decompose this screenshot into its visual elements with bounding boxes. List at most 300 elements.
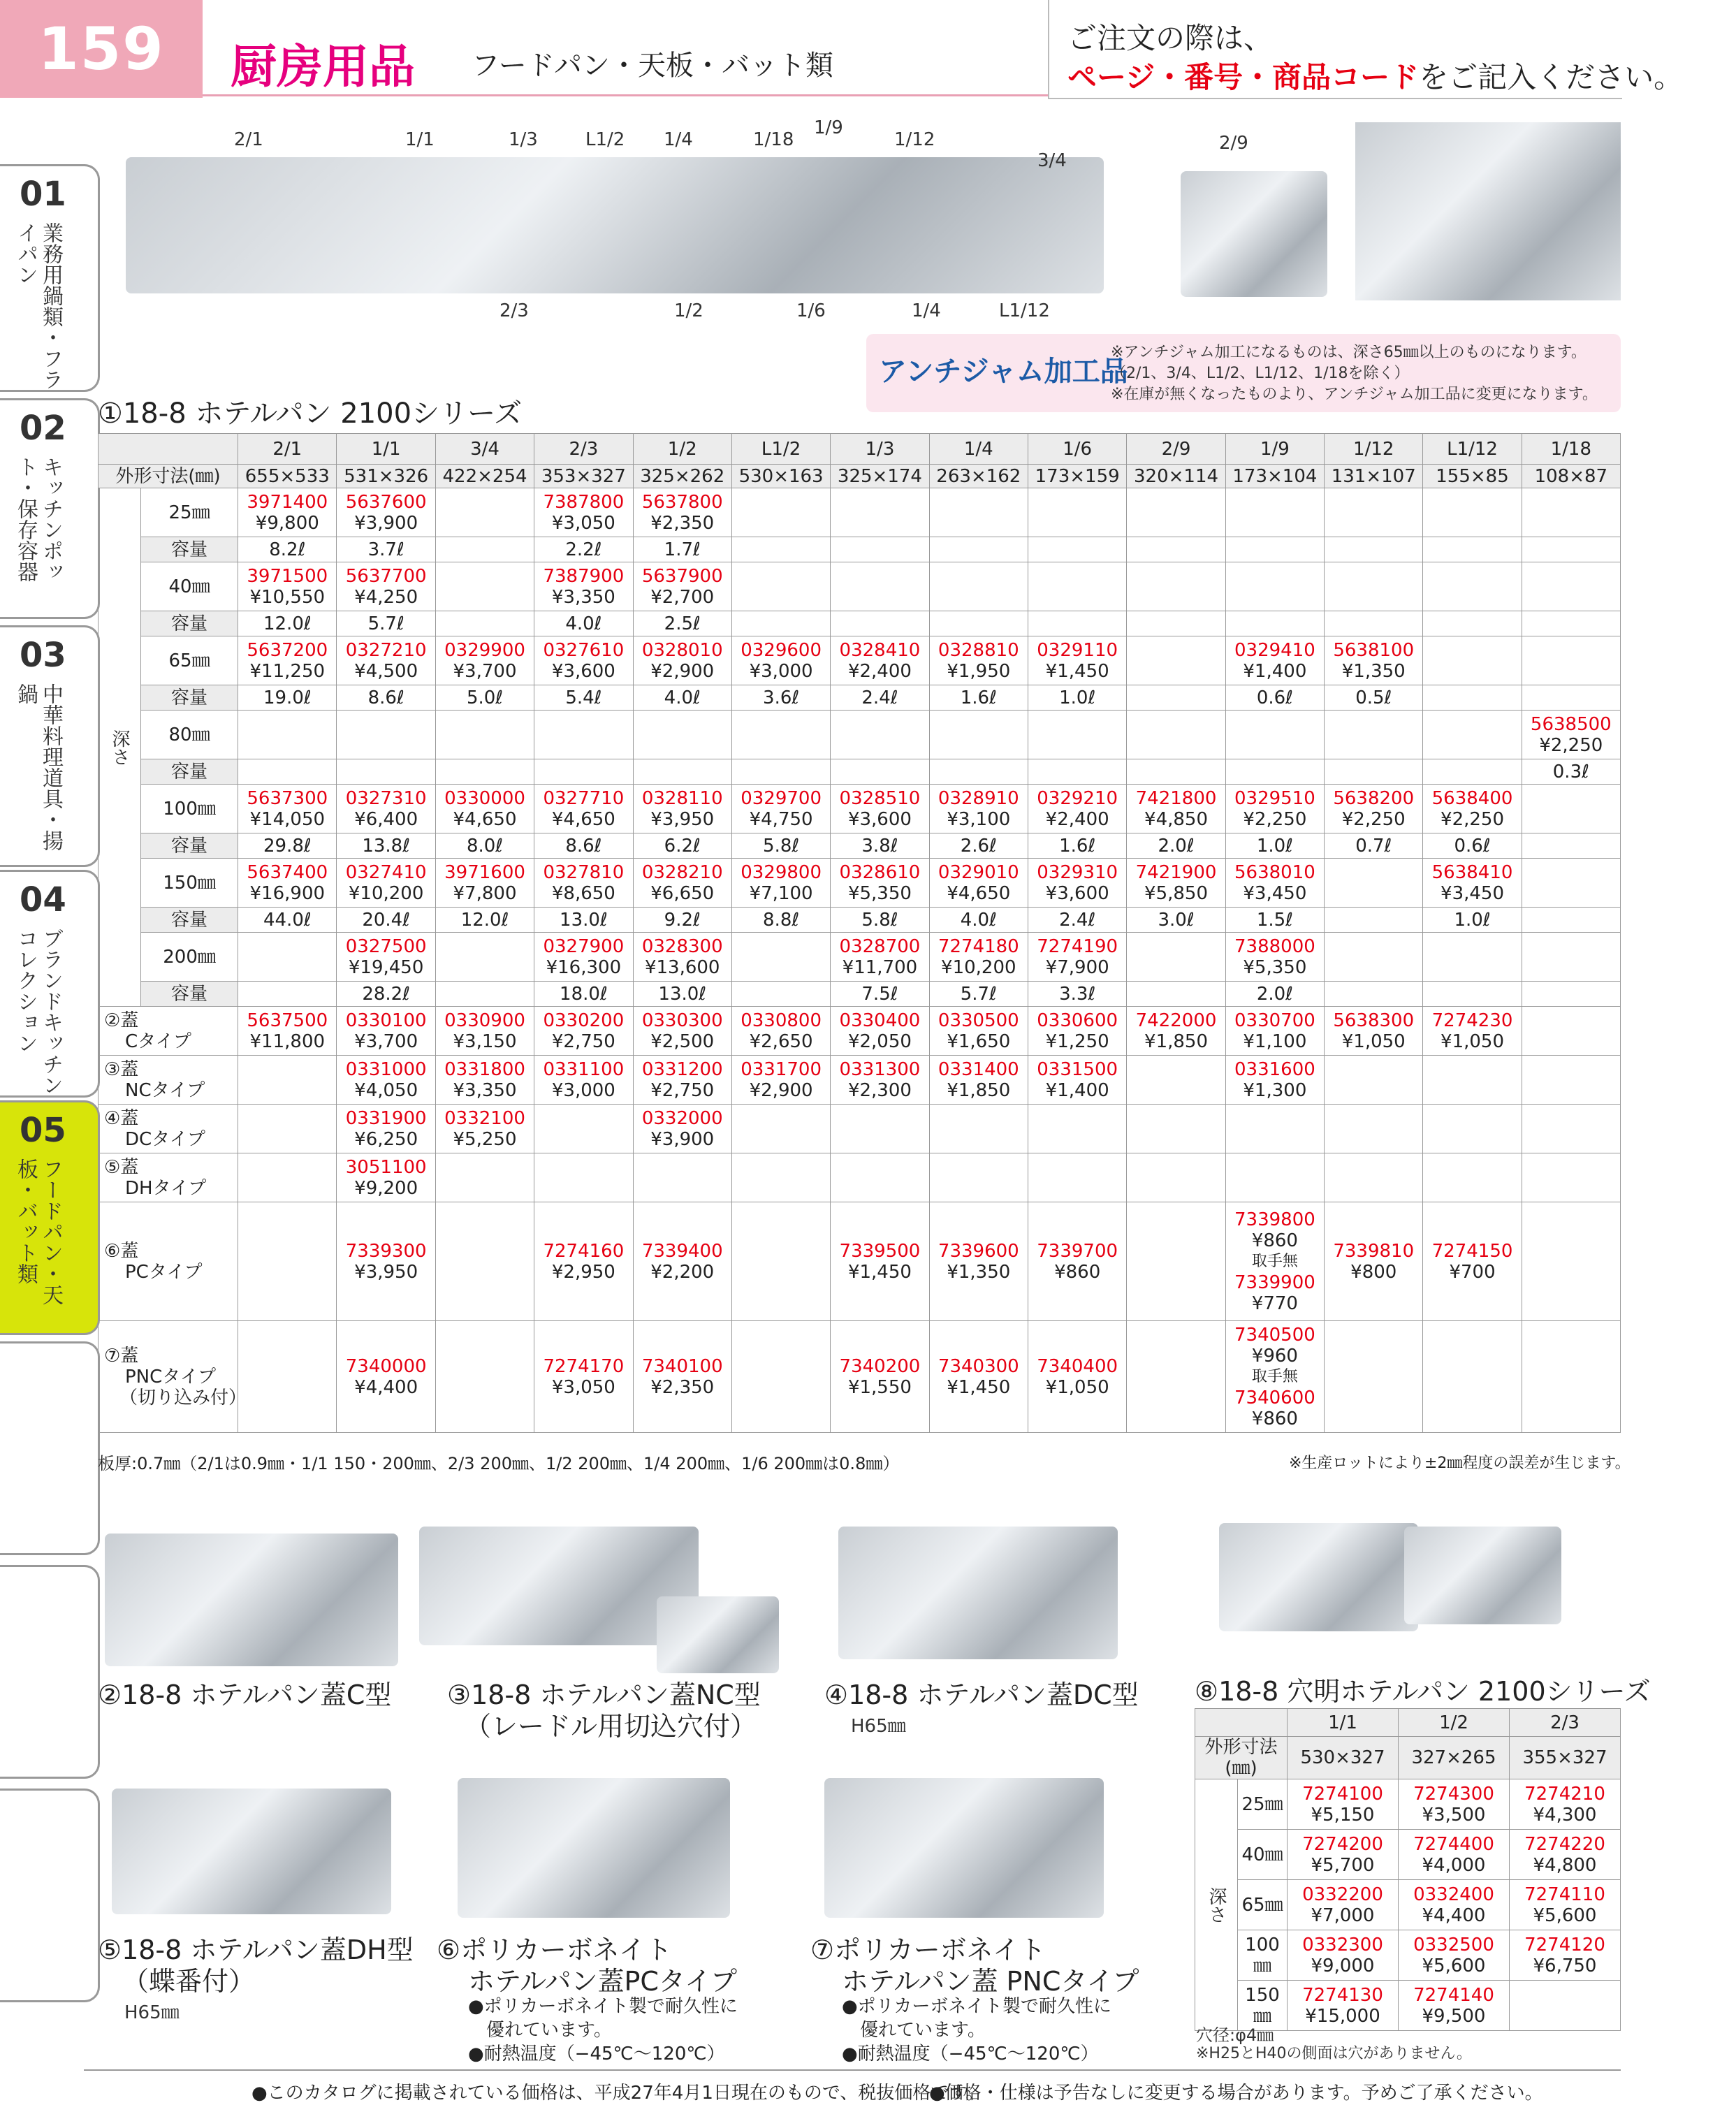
capacity-value — [731, 982, 830, 1007]
hero-label: 3/4 — [1037, 150, 1067, 171]
depth-value: 200㎜ — [141, 933, 238, 982]
price-cell — [1288, 1779, 1399, 1830]
product-code: 5638100 — [1333, 639, 1415, 661]
hero-label: 1/4 — [912, 300, 941, 321]
price: ¥1,100 — [1243, 1030, 1307, 1052]
product-code: 7421800 — [1135, 787, 1217, 809]
capacity-value — [1522, 685, 1620, 711]
price-cell — [1423, 1153, 1522, 1202]
product-code: 0329700 — [741, 787, 822, 809]
depth-label: 深さ — [1195, 1779, 1238, 2031]
price-cell — [1522, 859, 1620, 908]
dims-value: 355×327 — [1510, 1737, 1621, 1779]
side-tab-label: 中華料理道具・揚鍋 — [13, 683, 63, 851]
price: ¥2,400 — [1045, 808, 1109, 830]
price-cell — [337, 933, 435, 982]
hero-label: 2/9 — [1219, 133, 1248, 154]
perforated-pan-photo-1 — [1219, 1523, 1418, 1631]
price-cell — [1127, 1321, 1225, 1433]
antijam-note: （2/1、3/4、L1/2、L1/12、1/18を除く） — [1111, 365, 1410, 382]
capacity-value — [731, 759, 830, 785]
price-cell — [1522, 1202, 1620, 1321]
order-note-line1: ご注文の際は、 — [1067, 21, 1274, 55]
price: ¥770 — [1251, 1292, 1298, 1314]
price: ¥9,500 — [1422, 2005, 1486, 2027]
lid-name-line: ⑦蓋 — [104, 1345, 139, 1367]
product-code: 7274100 — [1302, 1783, 1383, 1805]
price-cell — [929, 1105, 1028, 1153]
price-cell — [1127, 1007, 1225, 1056]
capacity-value: 0.6ℓ — [1423, 833, 1522, 859]
price-cell — [435, 859, 534, 908]
header-divider — [203, 94, 1048, 96]
price-cell — [929, 933, 1028, 982]
capacity-value — [435, 537, 534, 562]
product-code: 5638400 — [1431, 787, 1513, 809]
product-code: 7274300 — [1413, 1783, 1494, 1805]
lid-dc-photo — [838, 1527, 1118, 1659]
capacity-value: 0.6ℓ — [1225, 685, 1324, 711]
price-cell — [337, 1153, 435, 1202]
product-code: 7340500 — [1234, 1324, 1315, 1346]
capacity-value — [1325, 908, 1423, 933]
price: ¥13,600 — [644, 956, 720, 978]
price-cell — [238, 859, 337, 908]
capacity-value: 7.5ℓ — [831, 982, 929, 1007]
price-cell — [238, 1056, 337, 1105]
product-code: 5637700 — [345, 565, 427, 587]
price: ¥860 — [1251, 1408, 1298, 1429]
depth-value: 40㎜ — [1238, 1830, 1288, 1880]
product-code: 0331500 — [1037, 1058, 1118, 1080]
lid-type: Cタイプ — [125, 1030, 191, 1052]
price: ¥7,800 — [453, 882, 517, 904]
price-cell — [1522, 1153, 1620, 1202]
price: ¥5,150 — [1311, 1804, 1375, 1826]
lid-type: NCタイプ — [125, 1079, 205, 1101]
size-header: 1/6 — [1028, 434, 1126, 465]
hero-label: 1/1 — [405, 129, 435, 150]
price-cell — [337, 488, 435, 537]
price-cell — [1288, 1880, 1399, 1930]
price: ¥4,750 — [749, 808, 813, 830]
price-cell — [1225, 562, 1324, 611]
side-tab-empty-2[interactable] — [0, 1565, 100, 1779]
price: ¥2,750 — [650, 1079, 715, 1101]
product-code: 0328110 — [641, 787, 723, 809]
product-height: H65㎜ — [851, 1716, 906, 1737]
capacity-value: 18.0ℓ — [534, 982, 633, 1007]
capacity-value — [534, 759, 633, 785]
side-tab-02[interactable] — [0, 398, 100, 619]
price: ¥3,350 — [453, 1079, 517, 1101]
product-code: 7340100 — [641, 1355, 723, 1377]
dims-value: 325×262 — [633, 465, 731, 488]
dims-value: 108×87 — [1522, 465, 1620, 488]
price: ¥4,800 — [1533, 1854, 1597, 1876]
capacity-value: 1.0ℓ — [1225, 833, 1324, 859]
product-code: 0332200 — [1302, 1884, 1383, 1905]
price: ¥15,000 — [1305, 2005, 1380, 2027]
hero-label: L1/2 — [585, 129, 625, 150]
lid-c-photo — [105, 1534, 398, 1666]
price: ¥1,450 — [947, 1376, 1011, 1398]
pnc-lid-photo — [824, 1778, 1104, 1918]
size-header: 1/2 — [633, 434, 731, 465]
product-code: 0328300 — [641, 935, 723, 957]
capacity-value: 6.2ℓ — [633, 833, 731, 859]
price-cell — [1325, 1007, 1423, 1056]
lid-note: （切り込み付） — [119, 1387, 247, 1408]
capacity-value: 0.3ℓ — [1522, 759, 1620, 785]
corner-cell — [1195, 1709, 1288, 1737]
price-cell — [633, 1007, 731, 1056]
side-tab-01[interactable] — [0, 164, 100, 392]
price-cell — [633, 933, 731, 982]
product-code: 5637900 — [641, 565, 723, 587]
price-cell — [435, 562, 534, 611]
price-cell — [1325, 1105, 1423, 1153]
price: ¥10,200 — [348, 882, 424, 904]
price: ¥11,800 — [249, 1030, 326, 1052]
depth-row — [1195, 1880, 1621, 1930]
product-code: 0330100 — [345, 1010, 427, 1031]
price: ¥6,250 — [354, 1128, 418, 1150]
price-cell — [1225, 1056, 1324, 1105]
product-code: 7274110 — [1524, 1884, 1605, 1905]
capacity-value: 28.2ℓ — [337, 982, 435, 1007]
page-subtitle: フードパン・天板・バット類 — [472, 50, 833, 82]
price: ¥7,000 — [1311, 1904, 1375, 1926]
price-cell — [1127, 1056, 1225, 1105]
product-code: 7340600 — [1234, 1387, 1315, 1408]
capacity-row — [99, 537, 1621, 562]
product-code: 0332300 — [1302, 1934, 1383, 1955]
size-header: 2/9 — [1127, 434, 1225, 465]
price-cell — [1522, 1056, 1620, 1105]
price-cell — [1225, 1202, 1324, 1321]
price-cell — [831, 562, 929, 611]
price-cell — [1028, 562, 1126, 611]
price-cell — [1028, 1007, 1126, 1056]
hero-label: 1/2 — [674, 300, 703, 321]
price-cell — [633, 1105, 731, 1153]
price-cell — [1522, 1105, 1620, 1153]
footer-divider — [84, 2069, 1621, 2071]
lid-type: DHタイプ — [125, 1177, 207, 1199]
capacity-label: 容量 — [141, 908, 238, 933]
price-cell — [633, 1056, 731, 1105]
product-code: 3971400 — [247, 491, 328, 513]
product-code: 5638010 — [1234, 861, 1315, 883]
capacity-label: 容量 — [141, 982, 238, 1007]
price-cell — [731, 859, 830, 908]
product-title: ③18-8 ホテルパン蓋NC型 — [447, 1680, 761, 1710]
price: ¥1,450 — [847, 1261, 912, 1283]
product-code: 0327610 — [543, 639, 625, 661]
capacity-value: 8.0ℓ — [435, 833, 534, 859]
side-tab-empty-1[interactable] — [0, 1341, 100, 1555]
lid-name — [99, 1105, 238, 1153]
price-cell — [435, 1056, 534, 1105]
capacity-value — [633, 759, 731, 785]
price-cell — [1423, 488, 1522, 537]
size-header: L1/12 — [1423, 434, 1522, 465]
capacity-value: 5.7ℓ — [929, 982, 1028, 1007]
price: ¥700 — [1449, 1261, 1496, 1283]
antijam-closeup-photo — [1355, 122, 1621, 300]
product-code: 7339810 — [1333, 1240, 1415, 1262]
capacity-value — [1127, 685, 1225, 711]
depth-row — [1195, 1930, 1621, 1981]
product-code: 7274170 — [543, 1355, 625, 1377]
product-code: 0331800 — [444, 1058, 525, 1080]
side-tab-03[interactable] — [0, 625, 100, 867]
price-cell — [929, 785, 1028, 833]
price-cell — [731, 1056, 830, 1105]
product-code: 7274160 — [543, 1240, 625, 1262]
price-cell — [929, 636, 1028, 685]
price-cell — [435, 636, 534, 685]
price: ¥7,900 — [1045, 956, 1109, 978]
dims-value: 353×327 — [534, 465, 633, 488]
capacity-value: 2.0ℓ — [1127, 833, 1225, 859]
price: ¥4,650 — [551, 808, 615, 830]
price-cell — [1225, 933, 1324, 982]
price-cell — [731, 933, 830, 982]
capacity-value — [731, 611, 830, 636]
side-tab-number: 03 — [20, 636, 66, 675]
product-code: 5638300 — [1333, 1010, 1415, 1031]
capacity-row — [99, 833, 1621, 859]
capacity-value: 19.0ℓ — [238, 685, 337, 711]
price: ¥1,050 — [1045, 1376, 1109, 1398]
dims-value: 422×254 — [435, 465, 534, 488]
price: ¥3,600 — [847, 808, 912, 830]
antijam-note-box — [866, 334, 1621, 412]
no-handle-label: 取手無 — [1251, 1252, 1298, 1270]
price: ¥3,500 — [1422, 1804, 1486, 1826]
capacity-value: 2.0ℓ — [1225, 982, 1324, 1007]
dims-value: 531×326 — [337, 465, 435, 488]
price-cell — [633, 1202, 731, 1321]
price: ¥1,450 — [1045, 660, 1109, 682]
bullet-line: ●耐熱温度（−45℃〜120℃） — [842, 2044, 1099, 2064]
depth-value: 100㎜ — [141, 785, 238, 833]
capacity-value — [929, 611, 1028, 636]
price-cell — [1325, 562, 1423, 611]
capacity-value — [1522, 611, 1620, 636]
side-tab-05[interactable] — [0, 1100, 100, 1335]
price-cell — [1325, 859, 1423, 908]
side-tab-04[interactable] — [0, 870, 100, 1098]
price-cell — [337, 562, 435, 611]
price-cell — [633, 859, 731, 908]
price: ¥2,250 — [1440, 808, 1505, 830]
product-code: 0328210 — [641, 861, 723, 883]
price-cell — [1288, 1930, 1399, 1981]
price-cell — [1510, 1830, 1621, 1880]
price-cell — [1028, 636, 1126, 685]
price: ¥4,400 — [1422, 1904, 1486, 1926]
price: ¥2,350 — [650, 1376, 715, 1398]
perforated-pan-price-table — [1195, 1708, 1621, 2031]
price-cell — [238, 1321, 337, 1433]
price: ¥1,050 — [1341, 1030, 1406, 1052]
product-code: 7274130 — [1302, 1984, 1383, 2006]
price: ¥3,100 — [947, 808, 1011, 830]
side-tab-label: フードパン・天板・バット類 — [13, 1158, 63, 1305]
capacity-value: 2.2ℓ — [534, 537, 633, 562]
hole-diameter-note: 穴径:φ4㎜ — [1196, 2025, 1274, 2045]
price-cell — [929, 1007, 1028, 1056]
price-cell — [831, 711, 929, 759]
product-code: 0329510 — [1234, 787, 1315, 809]
product-code: 0330300 — [641, 1010, 723, 1031]
size-header: 1/1 — [1288, 1709, 1399, 1737]
lid-name-line: ②蓋 — [104, 1010, 139, 1031]
price-cell — [633, 562, 731, 611]
capacity-row — [99, 982, 1621, 1007]
price: ¥3,150 — [453, 1030, 517, 1052]
price: ¥2,750 — [551, 1030, 615, 1052]
section1-title: ①18-8 ホテルパン 2100シリーズ — [98, 398, 523, 430]
capacity-value — [1028, 611, 1126, 636]
depth-value: 25㎜ — [1238, 1779, 1288, 1830]
price: ¥6,650 — [650, 882, 715, 904]
price-cell — [1510, 1981, 1621, 2031]
lid-name-line: ⑥蓋 — [104, 1240, 139, 1262]
pc-lid-photo — [458, 1778, 730, 1918]
depth-value: 100㎜ — [1238, 1930, 1288, 1981]
capacity-value: 2.4ℓ — [831, 685, 929, 711]
price: ¥1,350 — [947, 1261, 1011, 1283]
product-code: 7274150 — [1431, 1240, 1513, 1262]
price-cell — [1225, 488, 1324, 537]
price-cell — [337, 1056, 435, 1105]
product-code: 0329110 — [1037, 639, 1118, 661]
product-code: 7340300 — [938, 1355, 1019, 1377]
price-cell — [1325, 711, 1423, 759]
capacity-value: 2.4ℓ — [1028, 908, 1126, 933]
product-code: 0330400 — [839, 1010, 921, 1031]
price: ¥8,650 — [551, 882, 615, 904]
price-cell — [1028, 1056, 1126, 1105]
capacity-value: 1.7ℓ — [633, 537, 731, 562]
price-cell — [1028, 1202, 1126, 1321]
price-cell — [1522, 488, 1620, 537]
product-code: 0332500 — [1413, 1934, 1494, 1955]
price: ¥2,900 — [650, 660, 715, 682]
product-code: 0331000 — [345, 1058, 427, 1080]
price-cell — [238, 1153, 337, 1202]
capacity-label: 容量 — [141, 611, 238, 636]
price: ¥1,050 — [1440, 1030, 1505, 1052]
price-cell — [1288, 1981, 1399, 2031]
product-code: 0328910 — [938, 787, 1019, 809]
price-cell — [1423, 636, 1522, 685]
product-code: 7274220 — [1524, 1833, 1605, 1855]
product-code: 7340000 — [345, 1355, 427, 1377]
price-cell — [831, 785, 929, 833]
price-cell — [238, 562, 337, 611]
product-code: 0332400 — [1413, 1884, 1494, 1905]
price: ¥1,350 — [1341, 660, 1406, 682]
product-code: 0331100 — [543, 1058, 625, 1080]
side-tab-number: 02 — [20, 409, 66, 448]
price-cell — [1225, 859, 1324, 908]
hotel-pan-price-table — [98, 433, 1621, 1433]
price-cell — [534, 785, 633, 833]
price-cell — [1522, 785, 1620, 833]
side-tab-empty-3[interactable] — [0, 1789, 100, 2002]
capacity-value — [1028, 759, 1126, 785]
capacity-value — [831, 537, 929, 562]
price-cell — [1399, 1880, 1510, 1930]
depth-row — [99, 933, 1621, 982]
product-code: 7274230 — [1431, 1010, 1513, 1031]
hero-label: 1/12 — [894, 129, 935, 150]
price-cell — [1325, 636, 1423, 685]
depth-row — [99, 562, 1621, 611]
product-code: 7274140 — [1413, 1984, 1494, 2006]
section8-title: ⑧18-8 穴明ホテルパン 2100シリーズ — [1195, 1676, 1651, 1707]
price-cell — [1522, 1007, 1620, 1056]
product-title-sub: ホテルパン蓋PCタイプ — [468, 1966, 737, 1997]
capacity-value: 0.7ℓ — [1325, 833, 1423, 859]
price-cell — [929, 859, 1028, 908]
price-cell — [1225, 711, 1324, 759]
price-cell — [831, 1153, 929, 1202]
product-code: 0331400 — [938, 1058, 1019, 1080]
capacity-value: 5.8ℓ — [831, 908, 929, 933]
dims-label: 外形寸法(㎜) — [1195, 1737, 1288, 1779]
capacity-value — [1325, 759, 1423, 785]
capacity-row — [99, 685, 1621, 711]
price: ¥10,550 — [249, 586, 326, 608]
hero-label: 1/3 — [509, 129, 538, 150]
product-code: 0327900 — [543, 935, 625, 957]
capacity-row — [99, 759, 1621, 785]
price: ¥1,400 — [1243, 660, 1307, 682]
size-header: 2/1 — [238, 434, 337, 465]
price-cell — [534, 488, 633, 537]
dims-value: 155×85 — [1423, 465, 1522, 488]
product-code: 7339500 — [839, 1240, 921, 1262]
dims-value: 320×114 — [1127, 465, 1225, 488]
price-cell — [929, 562, 1028, 611]
lid-row — [99, 1153, 1621, 1202]
capacity-label: 容量 — [141, 537, 238, 562]
price-cell — [337, 785, 435, 833]
price: ¥3,700 — [354, 1030, 418, 1052]
product-code: 0330600 — [1037, 1010, 1118, 1031]
price: ¥4,400 — [354, 1376, 418, 1398]
depth-value: 65㎜ — [141, 636, 238, 685]
capacity-value — [435, 759, 534, 785]
product-code: 0327500 — [345, 935, 427, 957]
capacity-value — [1423, 537, 1522, 562]
footer-change-note: ●価格・仕様は予告なしに変更する場合があります。予めご了承ください。 — [929, 2083, 1543, 2104]
price-cell — [1028, 933, 1126, 982]
price: ¥19,450 — [348, 956, 424, 978]
price-cell — [534, 1007, 633, 1056]
price: ¥6,750 — [1533, 1955, 1597, 1976]
product-code: 0329600 — [741, 639, 822, 661]
capacity-value — [1127, 611, 1225, 636]
side-hole-note: ※H25とH40の側面は穴がありません。 — [1196, 2045, 1472, 2062]
product-code: 0331200 — [641, 1058, 723, 1080]
